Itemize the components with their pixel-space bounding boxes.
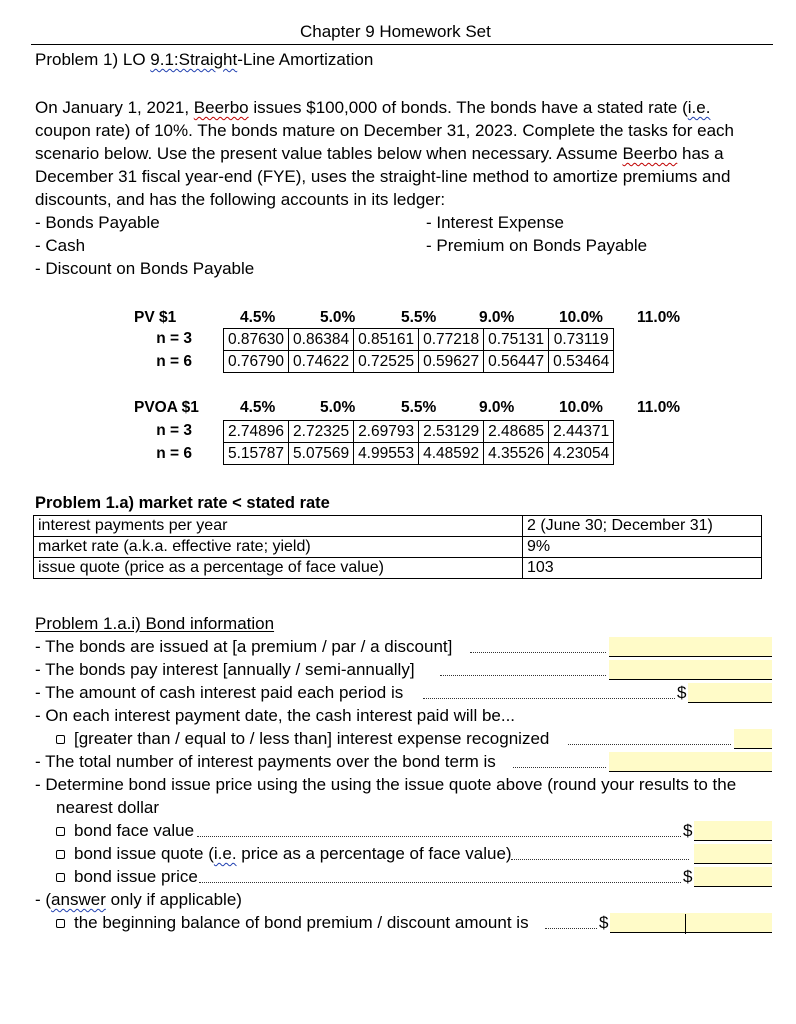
account-premium: - Premium on Bonds Payable	[426, 236, 648, 255]
pv-cell: 0.72525	[354, 351, 419, 373]
pvoa-cell: 4.99553	[354, 443, 419, 465]
pv-cell: 0.56447	[484, 351, 549, 373]
pv-rate-1: 5.0%	[320, 309, 356, 326]
leader	[199, 882, 681, 883]
info-row	[34, 516, 762, 537]
pv-cell: 0.75131	[484, 329, 549, 351]
pv-row-label-n3: n = 3	[156, 330, 192, 347]
info-label: interest payments per year	[34, 516, 523, 537]
info-row	[34, 537, 762, 558]
q-issue-price: bond issue price	[56, 867, 198, 887]
account-discount: - Discount on Bonds Payable	[35, 259, 255, 278]
intro-paragraph	[35, 96, 775, 211]
pv-rate-header	[240, 309, 680, 327]
dollar-sign: $	[677, 683, 687, 702]
info-value: 103	[523, 558, 762, 579]
text-cursor	[685, 914, 686, 934]
pv-cell: 0.77218	[419, 329, 484, 351]
leader	[511, 859, 689, 860]
pvoa-cell: 2.69793	[354, 421, 419, 443]
header-rule	[31, 44, 773, 45]
pvoa-rate-1: 5.0%	[320, 399, 356, 416]
problem-1ai-title: Problem 1.a.i) Bond information	[35, 614, 275, 633]
answer-beginning-balance[interactable]	[610, 913, 772, 933]
pv-table	[223, 328, 614, 373]
intro-line-2: coupon rate) of 10%. The bonds mature on December 31, 2023. Complete the tasks for each	[35, 121, 734, 140]
leader	[423, 698, 675, 699]
pvoa-table-title: PVOA $1	[134, 399, 199, 416]
pvoa-row-n3	[224, 421, 614, 443]
pv-cell: 0.86384	[289, 329, 354, 351]
pvoa-rate-3: 9.0%	[479, 399, 515, 416]
pvoa-cell: 4.48592	[419, 443, 484, 465]
page-title: Chapter 9 Homework Set	[300, 22, 491, 41]
account-bonds-payable: - Bonds Payable	[35, 213, 160, 232]
pv-rate-5: 11.0%	[637, 309, 681, 326]
pv-row-n3	[224, 329, 614, 351]
bullet-icon	[56, 735, 65, 744]
pvoa-rate-4: 10.0%	[559, 399, 603, 416]
pvoa-cell: 2.72325	[289, 421, 354, 443]
leader	[568, 744, 731, 745]
answer-issue-price[interactable]	[694, 867, 772, 887]
pv-cell: 0.59627	[419, 351, 484, 373]
pv-cell: 0.74622	[289, 351, 354, 373]
answer-word: answer	[51, 890, 106, 909]
answer-face-value[interactable]	[694, 821, 772, 841]
pvoa-cell: 5.15787	[224, 443, 289, 465]
problem-title-suffix: -Line Amortization	[237, 50, 374, 69]
pvoa-row-label-n6: n = 6	[156, 445, 192, 462]
pv-rate-0: 4.5%	[240, 309, 276, 326]
q-issue-quote: bond issue quote (i.e. price as a percentage of face value)	[56, 844, 512, 864]
q-issue-price-instr-2: nearest dollar	[56, 798, 160, 817]
pvoa-rate-5: 11.0%	[637, 399, 681, 416]
pv-table-title: PV $1	[134, 309, 177, 326]
ie-abbrev: i.e.	[687, 98, 711, 117]
pvoa-row-n6	[224, 443, 614, 465]
problem-title	[35, 50, 373, 70]
company-name: Beerbo	[193, 98, 249, 117]
pvoa-rate-2: 5.5%	[401, 399, 437, 416]
answer-num-payments[interactable]	[609, 752, 772, 772]
pvoa-row-label-n3: n = 3	[156, 422, 192, 439]
info-row	[34, 558, 762, 579]
answer-cash-interest[interactable]	[688, 683, 772, 703]
pv-row-label-n6: n = 6	[156, 353, 192, 370]
intro-line-5: discounts, and has the following accounts in its ledger:	[35, 190, 446, 209]
dollar-sign: $	[683, 821, 693, 840]
pvoa-cell: 2.53129	[419, 421, 484, 443]
q-answer-if-applicable: - (answer only if applicable)	[35, 890, 242, 909]
pv-cell: 0.53464	[549, 351, 614, 373]
intro-line-4: December 31 fiscal year-end (FYE), uses the straight-line method to amortize premiums and	[35, 167, 731, 186]
leader	[470, 652, 606, 653]
pv-rate-3: 9.0%	[479, 309, 515, 326]
answer-pay-interest[interactable]	[609, 660, 772, 680]
pvoa-cell: 2.48685	[484, 421, 549, 443]
company-name-2: Beerbo	[622, 144, 678, 163]
bullet-icon	[56, 827, 65, 836]
pvoa-rate-0: 4.5%	[240, 399, 276, 416]
account-interest-expense: - Interest Expense	[426, 213, 564, 232]
intro-line-1: On January 1, 2021, Beerbo issues $100,000 of bonds. The bonds have a stated rate (i.e.	[35, 98, 711, 117]
leader	[545, 928, 597, 929]
answer-issued-at[interactable]	[609, 637, 772, 657]
q-interest-comparison: - On each interest payment date, the cash interest paid will be...	[35, 706, 516, 725]
leader	[513, 767, 606, 768]
q-issue-price-instr: - Determine bond issue price using the using the issue quote above (round your results to the	[35, 775, 737, 794]
problem-1a-title: Problem 1.a) market rate < stated rate	[35, 494, 330, 512]
info-value: 9%	[523, 537, 762, 558]
info-value: 2 (June 30; December 31)	[523, 516, 762, 537]
pv-cell: 0.76790	[224, 351, 289, 373]
pvoa-cell: 4.35526	[484, 443, 549, 465]
bullet-icon	[56, 919, 65, 928]
problem-title-prefix: Problem 1) LO	[35, 50, 151, 69]
info-label: issue quote (price as a percentage of face value)	[34, 558, 523, 579]
pv-rate-2: 5.5%	[401, 309, 437, 326]
pvoa-cell: 2.44371	[549, 421, 614, 443]
leader	[440, 675, 606, 676]
pv-rate-4: 10.0%	[559, 309, 603, 326]
pv-cell: 0.87630	[224, 329, 289, 351]
pv-row-n6	[224, 351, 614, 373]
dollar-sign: $	[599, 913, 609, 932]
pvoa-cell: 2.74896	[224, 421, 289, 443]
info-label: market rate (a.k.a. effective rate; yield)	[34, 537, 523, 558]
q-num-payments: - The total number of interest payments over the bond term is	[35, 752, 496, 771]
q-beginning-balance: the beginning balance of bond premium / discount amount is	[56, 913, 529, 933]
pvoa-cell: 4.23054	[549, 443, 614, 465]
pv-cell: 0.73119	[549, 329, 614, 351]
q-pay-interest: - The bonds pay interest [annually / semi-annually]	[35, 660, 415, 679]
q-issued-at: - The bonds are issued at [a premium / par / a discount]	[35, 637, 453, 656]
leader	[197, 836, 681, 837]
dollar-sign: $	[683, 867, 693, 886]
q-cash-interest: - The amount of cash interest paid each period is	[35, 683, 404, 702]
pv-cell: 0.85161	[354, 329, 419, 351]
pvoa-table	[223, 420, 614, 465]
answer-issue-quote[interactable]	[694, 844, 772, 864]
q-interest-comparison-sub: [greater than / equal to / less than] interest expense recognized	[56, 729, 549, 749]
account-cash: - Cash	[35, 236, 86, 255]
answer-comparison[interactable]	[734, 729, 772, 749]
pvoa-cell: 5.07569	[289, 443, 354, 465]
problem-1a-table	[33, 515, 762, 579]
bullet-icon	[56, 873, 65, 882]
ie-abbrev: i.e.	[213, 844, 237, 863]
q-face-value: bond face value	[56, 821, 194, 841]
intro-line-3: scenario below. Use the present value tables below when necessary. Assume Beerbo has a	[35, 144, 724, 163]
pvoa-rate-header	[240, 399, 680, 417]
bullet-icon	[56, 850, 65, 859]
problem-lo-link[interactable]: 9.1:Straight	[150, 50, 238, 69]
